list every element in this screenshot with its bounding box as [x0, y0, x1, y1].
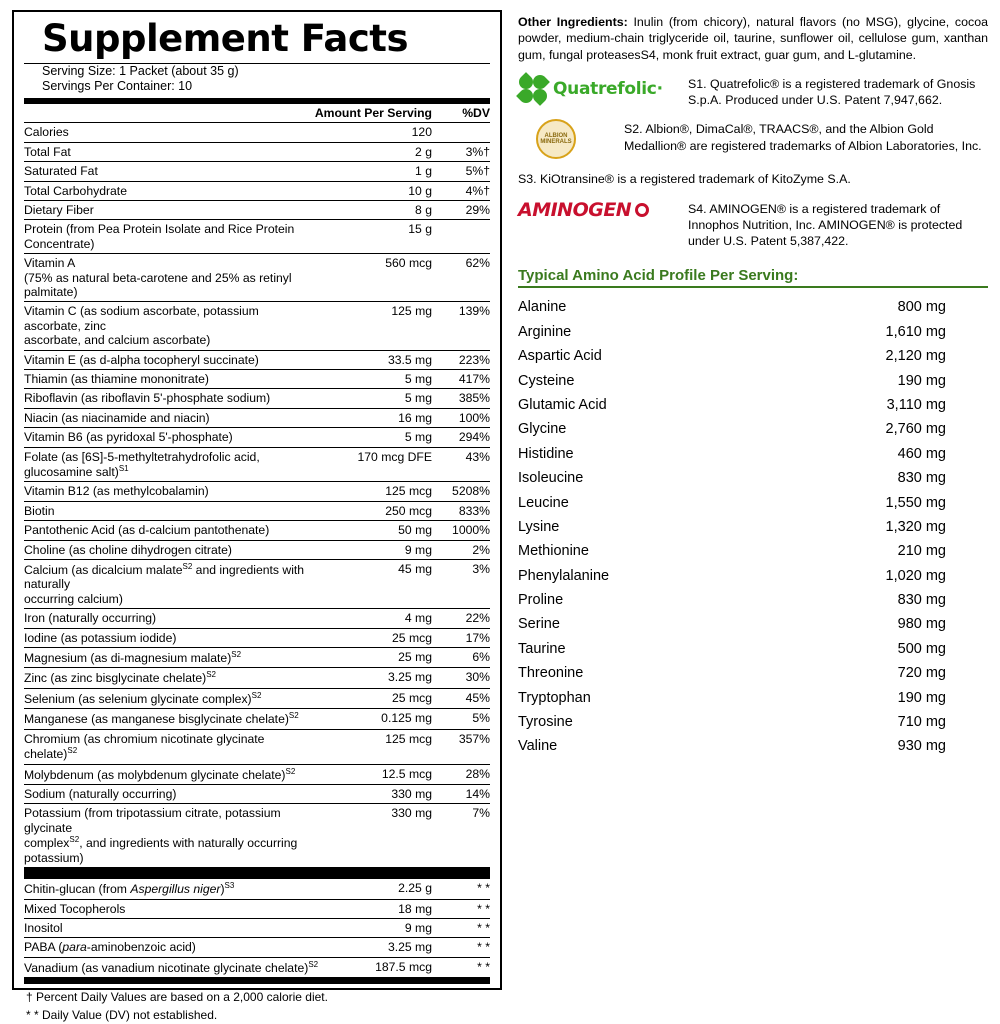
nutrient-dv: 100%: [432, 408, 490, 427]
amino-value: 500 mg: [897, 640, 946, 657]
nutrient-dv: [432, 123, 490, 142]
amino-row: [518, 418, 988, 442]
nutrient-amount: 50 mg: [315, 521, 432, 540]
table-row: [24, 668, 490, 688]
amino-name: Taurine: [518, 640, 566, 657]
nutrient-name: Potassium (from tripotassium citrate, potassium glycinate complex$^{S2}$, and ingredients with naturally occurring potassium): [24, 804, 315, 868]
amino-value: 800 mg: [897, 299, 946, 316]
nutrient-dv: 22%: [432, 609, 490, 628]
nutrient-dv: * *: [432, 957, 490, 977]
nutrient-amount: 560 mcg: [315, 254, 432, 302]
table-row: [24, 482, 490, 501]
amino-row: [518, 442, 988, 466]
amino-value: 2,120 mg: [885, 348, 946, 365]
nutrient-dv: 43%: [432, 447, 490, 482]
amino-name: Glycine: [518, 421, 567, 438]
nutrient-amount: 5 mg: [315, 428, 432, 447]
amino-row: [518, 564, 988, 588]
nutrient-name: Vitamin B6 (as pyridoxal 5'-phosphate): [24, 428, 315, 447]
amino-row: [518, 540, 988, 564]
table-row: [24, 559, 490, 608]
nutrient-amount: 125 mcg: [315, 729, 432, 764]
servings-per-container: Servings Per Container: 10: [42, 79, 193, 94]
nutrient-amount: 250 mcg: [315, 501, 432, 520]
nutrient-name: Calcium (as dicalcium malate$^{S2}$ and ingredients with naturally occurring calcium): [24, 559, 315, 608]
table-row: [24, 938, 490, 957]
header-dv: %DV: [432, 104, 490, 123]
nutrient-dv: 3%: [432, 559, 490, 608]
aminogen-wordmark: AMINOGEN: [518, 198, 632, 221]
nutrient-name: Sodium (naturally occurring): [24, 785, 315, 804]
amino-row: [518, 296, 988, 320]
amino-name: Cysteine: [518, 372, 575, 389]
nutrient-amount: 8 g: [315, 201, 432, 220]
nutrient-dv: 357%: [432, 729, 490, 764]
amino-name: Leucine: [518, 494, 569, 511]
nutrient-name: Mixed Tocopherols: [24, 899, 337, 918]
nutrient-name: Total Fat: [24, 142, 315, 161]
nutrient-dv: 5208%: [432, 482, 490, 501]
nutrient-amount: 170 mcg DFE: [315, 447, 432, 482]
amino-name: Methionine: [518, 543, 589, 560]
nutrient-amount: 3.25 mg: [315, 668, 432, 688]
footnotes: [26, 989, 490, 1024]
nutrient-name: Vitamin C (as sodium ascorbate, potassium ascorbate, zinc ascorbate, and calcium ascorbate): [24, 302, 315, 350]
header-spacer: [24, 104, 315, 123]
note-s4: S4. AMINOGEN® is a registered trademark of Innophos Nutrition, Inc. AMINOGEN® is protected under U.S. Patent 5,387,422.: [688, 201, 963, 248]
amino-name: Proline: [518, 592, 564, 609]
amino-name: Glutamic Acid: [518, 396, 607, 413]
nutrient-amount: 18 mg: [337, 899, 432, 918]
amino-name: Valine: [518, 738, 558, 755]
table-row: [24, 220, 490, 254]
nutrient-name: Inositol: [24, 918, 337, 937]
nutrient-name: Protein (from Pea Protein Isolate and Rice Protein Concentrate): [24, 220, 315, 254]
amino-name: Aspartic Acid: [518, 348, 602, 365]
amino-name: Lysine: [518, 518, 560, 535]
nutrient-name: Zinc (as zinc bisglycinate chelate)$^{S2}$: [24, 668, 315, 688]
nutrient-name: Vanadium (as vanadium nicotinate glycinate chelate)$^{S2}$: [24, 957, 337, 977]
nutrient-dv: * *: [432, 918, 490, 937]
nutrient-amount: 2 g: [315, 142, 432, 161]
nutrient-amount: 330 mg: [315, 785, 432, 804]
nutrient-amount: 120: [315, 123, 432, 142]
quatrefolic-wordmark: Quatrefolic·: [553, 79, 663, 100]
amino-row: [518, 735, 988, 759]
amino-value: 190 mg: [897, 689, 946, 706]
nutrient-amount: 125 mg: [315, 302, 432, 350]
other-ingredients: [518, 14, 988, 63]
nutrient-dv: * *: [432, 938, 490, 957]
nutrient-amount: 5 mg: [315, 369, 432, 388]
serving-size: Serving Size: 1 Packet (about 35 g): [42, 63, 239, 78]
nutrient-dv: 417%: [432, 369, 490, 388]
nutrient-dv: 294%: [432, 428, 490, 447]
table-row: [24, 918, 490, 937]
nutrient-amount: 0.125 mg: [315, 709, 432, 729]
nutrient-dv: 45%: [432, 688, 490, 708]
albion-row: [518, 119, 988, 159]
note-s1: S1. Quatrefolic® is a registered trademark of Gnosis S.p.A. Produced under U.S. Patent 7,947,662.: [688, 77, 976, 108]
table-row: [24, 254, 490, 302]
nutrient-name: Folate (as [6S]-5-methyltetrahydrofolic acid, glucosamine salt)$^{S1}$: [24, 447, 315, 482]
table-header-row: [24, 104, 490, 123]
nutrient-dv: * *: [432, 879, 490, 899]
nutrient-table-b: [24, 879, 490, 978]
supplement-facts-panel: [12, 10, 502, 1022]
table-row: [24, 201, 490, 220]
amino-row: [518, 613, 988, 637]
nutrient-amount: 4 mg: [315, 609, 432, 628]
amino-value: 1,020 mg: [885, 567, 946, 584]
table-row: [24, 123, 490, 142]
albion-seal-icon: ALBION MINERALS: [536, 119, 576, 159]
amino-value: 710 mg: [897, 714, 946, 731]
nutrient-amount: 12.5 mcg: [315, 764, 432, 784]
table-row: [24, 899, 490, 918]
amino-name: Histidine: [518, 445, 574, 462]
amino-value: 720 mg: [897, 665, 946, 682]
panel-title: Supplement Facts: [42, 17, 409, 60]
nutrient-amount: 45 mg: [315, 559, 432, 608]
amino-row: [518, 589, 988, 613]
table-row: [24, 521, 490, 540]
nutrient-name: Pantothenic Acid (as d-calcium pantothenate): [24, 521, 315, 540]
serving-info: [42, 64, 490, 95]
nutrient-dv: 14%: [432, 785, 490, 804]
table-row: [24, 428, 490, 447]
table-row: [24, 729, 490, 764]
amino-value: 190 mg: [897, 372, 946, 389]
nutrient-table: [24, 104, 490, 868]
nutrient-amount: 25 mg: [315, 647, 432, 667]
nutrient-name: Calories: [24, 123, 315, 142]
nutrient-name: Chromium (as chromium nicotinate glycinate chelate)$^{S2}$: [24, 729, 315, 764]
clover-icon: [518, 74, 548, 104]
amino-row: [518, 369, 988, 393]
nutrient-dv: 1000%: [432, 521, 490, 540]
nutrient-name: Chitin-glucan (from Aspergillus niger)$^{S3}$: [24, 879, 337, 899]
nutrient-name: Iodine (as potassium iodide): [24, 628, 315, 647]
amino-value: 2,760 mg: [885, 421, 946, 438]
amino-name: Phenylalanine: [518, 567, 610, 584]
amino-name: Tryptophan: [518, 689, 591, 706]
nutrient-amount: 3.25 mg: [337, 938, 432, 957]
table-row: [24, 628, 490, 647]
amino-row: [518, 686, 988, 710]
table-row: [24, 447, 490, 482]
table-row: [24, 804, 490, 868]
header-amount: Amount Per Serving: [315, 104, 432, 123]
nutrient-name: Riboflavin (as riboflavin 5'-phosphate sodium): [24, 389, 315, 408]
footer-black-bar: [24, 978, 490, 984]
aminogen-row: [518, 199, 988, 249]
table-row: [24, 688, 490, 708]
note-s3: S3. KiOtransine® is a registered trademark of KitoZyme S.A.: [518, 172, 851, 187]
quatrefolic-row: [518, 74, 988, 108]
table-row: [24, 540, 490, 559]
nutrient-name: Choline (as choline dihydrogen citrate): [24, 540, 315, 559]
nutrient-amount: 1 g: [315, 162, 432, 181]
amino-name: Arginine: [518, 323, 572, 340]
amino-value: 930 mg: [897, 738, 946, 755]
amino-value: 830 mg: [897, 592, 946, 609]
nutrient-dv: 2%: [432, 540, 490, 559]
nutrient-name: Saturated Fat: [24, 162, 315, 181]
nutrient-dv: 6%: [432, 647, 490, 667]
amino-value: 1,550 mg: [885, 494, 946, 511]
amino-name: Threonine: [518, 665, 584, 682]
amino-row: [518, 467, 988, 491]
nutrient-dv: [432, 220, 490, 254]
table-row: [24, 350, 490, 369]
nutrient-dv: 4%†: [432, 181, 490, 200]
nutrient-name: Vitamin A (75% as natural beta-carotene and 25% as retinyl palmitate): [24, 254, 315, 302]
nutrient-dv: 3%†: [432, 142, 490, 161]
nutrient-amount: 25 mcg: [315, 688, 432, 708]
table-row: [24, 609, 490, 628]
section-black-bar: [24, 868, 490, 879]
table-row: [24, 162, 490, 181]
note-s2: S2. Albion®, DimaCal®, TRAACS®, and the Albion Gold Medallion® are registered trademarks of Albion Laboratories, Inc.: [624, 122, 982, 153]
nutrient-dv: 5%: [432, 709, 490, 729]
nutrient-dv: 385%: [432, 389, 490, 408]
other-ingredients-text: Inulin (from chicory), natural flavors (no MSG), glycine, cocoa powder, medium-chain triglyceride oil, taurine, sunflower oil, cellulose gum, xanthan gum, fungal proteasesS4, monk fruit extract, guar gum, and L-glutamine.: [518, 15, 989, 62]
nutrient-amount: 9 mg: [315, 540, 432, 559]
table-row: [24, 785, 490, 804]
amino-title-divider: [518, 286, 988, 288]
amino-row: [518, 662, 988, 686]
nutrient-amount: 125 mcg: [315, 482, 432, 501]
nutrient-amount: 9 mg: [337, 918, 432, 937]
amino-name: Serine: [518, 616, 560, 633]
amino-value: 830 mg: [897, 470, 946, 487]
nutrient-name: Iron (naturally occurring): [24, 609, 315, 628]
table-row: [24, 369, 490, 388]
amino-row: [518, 320, 988, 344]
nutrient-dv: 7%: [432, 804, 490, 868]
nutrient-name: Manganese (as manganese bisglycinate chelate)$^{S2}$: [24, 709, 315, 729]
nutrient-amount: 2.25 g: [337, 879, 432, 899]
nutrient-name: Vitamin B12 (as methylcobalamin): [24, 482, 315, 501]
table-row: [24, 957, 490, 977]
nutrient-name: Thiamin (as thiamine mononitrate): [24, 369, 315, 388]
footnote-dv-not-established: * * Daily Value (DV) not established.: [26, 1007, 218, 1022]
nutrient-name: Molybdenum (as molybdenum glycinate chelate)$^{S2}$: [24, 764, 315, 784]
nutrient-amount: 330 mg: [315, 804, 432, 868]
nutrient-amount: 15 g: [315, 220, 432, 254]
amino-value: 1,320 mg: [885, 518, 946, 535]
right-column: [502, 10, 988, 990]
amino-row: [518, 491, 988, 515]
nutrient-dv: 139%: [432, 302, 490, 350]
amino-row: [518, 345, 988, 369]
table-row: [24, 647, 490, 667]
other-ingredients-label: Other Ingredients:: [518, 15, 628, 29]
table-row: [24, 501, 490, 520]
nutrient-name: Total Carbohydrate: [24, 181, 315, 200]
table-row: [24, 142, 490, 161]
amino-name: Alanine: [518, 299, 567, 316]
nutrient-name: PABA (para-aminobenzoic acid): [24, 938, 337, 957]
amino-acid-table: [518, 296, 988, 759]
amino-value: 1,610 mg: [885, 323, 946, 340]
amino-value: 210 mg: [897, 543, 946, 560]
nutrient-dv: 223%: [432, 350, 490, 369]
nutrient-name: Vitamin E (as d-alpha tocopheryl succinate): [24, 350, 315, 369]
amino-row: [518, 393, 988, 417]
nutrient-amount: 33.5 mg: [315, 350, 432, 369]
amino-value: 3,110 mg: [886, 396, 946, 413]
amino-name: Isoleucine: [518, 470, 584, 487]
nutrient-dv: 28%: [432, 764, 490, 784]
table-row: [24, 764, 490, 784]
aminogen-circle-icon: [635, 203, 649, 217]
amino-row: [518, 711, 988, 735]
nutrient-dv: * *: [432, 899, 490, 918]
amino-row: [518, 515, 988, 539]
aminogen-logo: [518, 199, 688, 221]
nutrient-dv: 62%: [432, 254, 490, 302]
nutrient-amount: 16 mg: [315, 408, 432, 427]
table-row: [24, 302, 490, 350]
amino-row: [518, 637, 988, 661]
table-row: [24, 389, 490, 408]
table-row: [24, 879, 490, 899]
nutrient-dv: 29%: [432, 201, 490, 220]
nutrient-amount: 25 mcg: [315, 628, 432, 647]
amino-profile-title: Typical Amino Acid Profile Per Serving:: [518, 266, 799, 284]
nutrient-dv: 833%: [432, 501, 490, 520]
amino-value: 980 mg: [897, 616, 946, 633]
nutrient-amount: 5 mg: [315, 389, 432, 408]
albion-logo: [518, 119, 628, 159]
quatrefolic-logo: [518, 74, 688, 104]
nutrient-dv: 17%: [432, 628, 490, 647]
nutrient-name: Dietary Fiber: [24, 201, 315, 220]
nutrient-amount: 10 g: [315, 181, 432, 200]
nutrient-name: Magnesium (as di-magnesium malate)$^{S2}$: [24, 647, 315, 667]
nutrient-dv: 5%†: [432, 162, 490, 181]
table-row: [24, 408, 490, 427]
table-row: [24, 181, 490, 200]
nutrient-name: Niacin (as niacinamide and niacin): [24, 408, 315, 427]
nutrient-amount: 187.5 mcg: [337, 957, 432, 977]
nutrient-name: Selenium (as selenium glycinate complex)$^{S2}$: [24, 688, 315, 708]
amino-name: Tyrosine: [518, 714, 573, 731]
table-row: [24, 709, 490, 729]
amino-value: 460 mg: [897, 445, 946, 462]
nutrient-dv: 30%: [432, 668, 490, 688]
nutrient-name: Biotin: [24, 501, 315, 520]
footnote-daily-values: † Percent Daily Values are based on a 2,000 calorie diet.: [26, 990, 328, 1005]
